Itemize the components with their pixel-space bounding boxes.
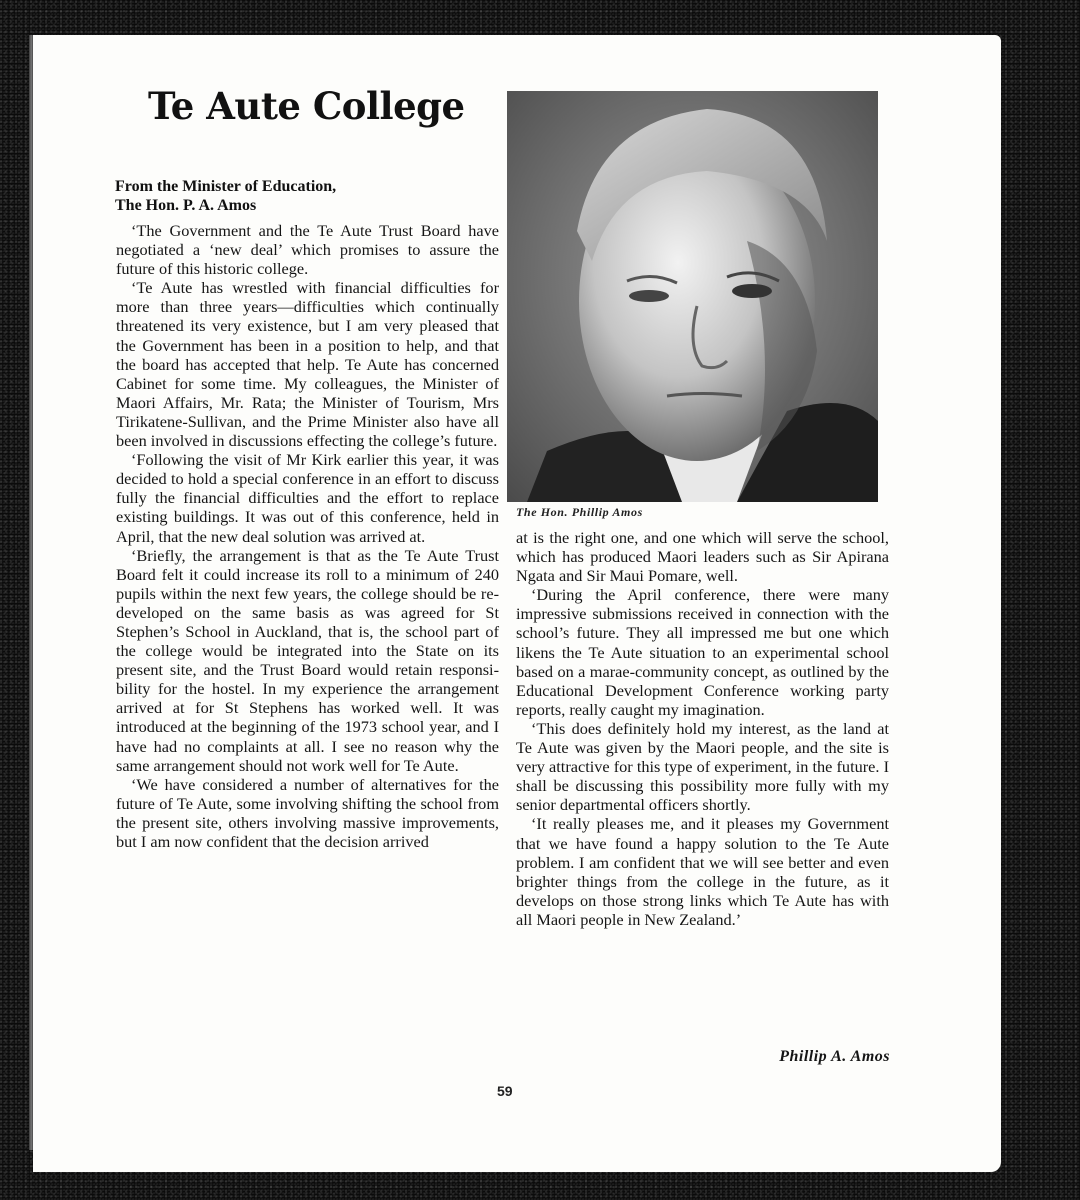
paragraph: ‘We have considered a number of alternatives for the future of Te Aute, some involving shifting the school from the present site, others involving massive improvements, but I am now confident that the decision arrived — [116, 774, 499, 851]
paragraph: ‘The Government and the Te Aute Trust Board have negotiated a ‘new deal’ which promises to assure the future of this historic college. — [116, 221, 499, 279]
article-byline — [115, 177, 336, 215]
paragraph: ‘Following the visit of Mr Kirk earlier this year, it was decided to hold a special conference in an effort to discuss fully the financial difficulties and the effort to replace existing buildings. It was out of this conference, held in April, that the new deal solution was arrived at. — [116, 450, 499, 546]
right-eye — [732, 284, 772, 298]
portrait-illustration — [507, 91, 878, 502]
photo-caption: The Hon. Phillip Amos — [516, 505, 643, 519]
paragraph: ‘Briefly, the arrangement is that as the Te Aute Trust Board felt it could increase its roll to a minimum of 240 pupils within the next few years, the college should be redeveloped on the same basis as was agreed for St Stephen’s School in Auckland, that is, the school part of the college would be integrated into the State on its present site, and the Trust Board would retain responsibility for the hostel. In my experience the arrangement arrived at for St Stephens has worked well. It was introduced at the beginning of the 1973 school year, and I have had no complaints at all. I see no reason why the same arrangement should not work well for Te Aute. — [116, 545, 499, 775]
portrait-photo-icon — [507, 91, 878, 502]
left-eye — [629, 290, 669, 302]
paragraph: ‘Te Aute has wrestled with financial difficulties for more than three years—difficulties which continually threatened its very existence, but I am very pleased that the Government has been in a position to help, and that the board has accepted that help. Te Aute has concerned Cabinet for some time. My colleagues, the Minister of Maori Affairs, Mr. Rata; the Minister of Tourism, Mrs Tirikatene-Sullivan, and the Prime Minister also have all been involved in discussions effecting the college’s future. — [116, 278, 499, 451]
paragraph-continuation: at is the right one, and one which will serve the school, which has produced Maori leaders such as Sir Apirana Ngata and Sir Maui Pomare, well. — [516, 528, 889, 586]
page-number: 59 — [497, 1083, 513, 1099]
article-title: Te Aute College — [148, 84, 465, 128]
byline-line-2: The Hon. P. A. Amos — [115, 197, 257, 214]
right-column — [516, 528, 889, 929]
left-column — [116, 221, 499, 851]
paragraph: ‘During the April conference, there were many impressive submissions received in connection with the school’s future. They all impressed me but one which likens the Te Aute situation to an experimental school based on a marae-community concept, as outlined by the Educational Development Conference working party reports, really caught my imagination. — [516, 585, 889, 719]
byline-line-1: From the Minister of Education, — [115, 178, 337, 195]
signature: Phillip A. Amos — [779, 1048, 890, 1065]
paragraph: ‘This does definitely hold my interest, as the land at Te Aute was given by the Maori people, and the site is very attractive for this type of experiment, in the future. I shall be discussing this possibility more fully with my senior departmental officers shortly. — [516, 718, 889, 815]
paragraph: ‘It really pleases me, and it pleases my Government that we have found a happy solution to the Te Aute problem. I am confident that we will see better and even brighter things from the college in the future, as it develops on those strong links which Te Aute has with all Maori people in New Zealand.’ — [516, 814, 889, 929]
